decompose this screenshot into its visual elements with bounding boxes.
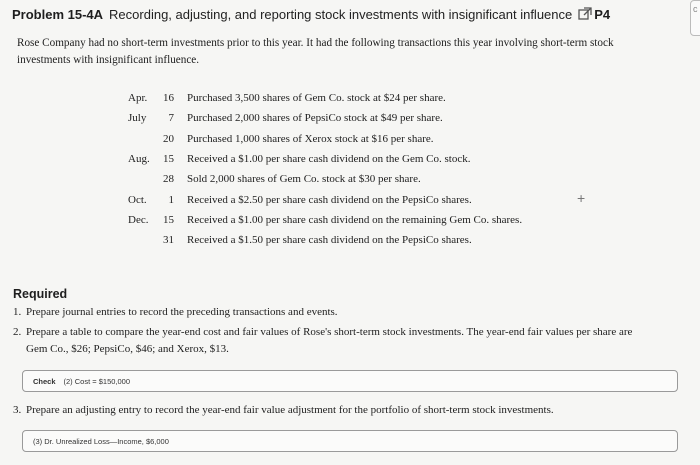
transaction-text: Received a $1.00 per share cash dividend on the remaining Gem Co. shares. <box>187 213 523 226</box>
hint-answer-box[interactable] <box>22 430 678 452</box>
hint-value: (3) Dr. Unrealized Loss—Income, $6,000 <box>33 436 169 446</box>
transaction-row <box>128 88 522 108</box>
problem-number: Problem 15-4A <box>12 6 104 22</box>
edge-tab[interactable] <box>690 0 700 36</box>
transaction-row <box>128 108 522 128</box>
requirement-text: Prepare a table to compare the year-end cost and fair values of Rose's short-term stock investments. The year-end fair values per share are <box>26 326 633 338</box>
requirement-text: Prepare journal entries to record the preceding transactions and events. <box>26 306 338 318</box>
transaction-month: Dec. <box>128 213 149 226</box>
transaction-row <box>128 189 522 209</box>
transaction-day: 20 <box>163 132 174 145</box>
requirement-1 <box>13 304 338 321</box>
edge-tab-label: c <box>693 4 698 14</box>
transaction-day: 15 <box>163 213 174 226</box>
external-link-icon[interactable] <box>578 7 592 21</box>
transaction-text: Received a $2.50 per share cash dividend on the PepsiCo shares. <box>187 193 472 206</box>
transaction-month: July <box>128 112 147 125</box>
transaction-row <box>128 230 522 250</box>
transaction-row <box>128 129 522 149</box>
transaction-day: 7 <box>168 112 174 125</box>
requirement-continuation: Gem Co., $26; PepsiCo, $46; and Xerox, $13. <box>26 343 229 355</box>
problem-title-bar <box>12 4 610 24</box>
intro-paragraph: Rose Company had no short-term investments prior to this year. It had the following transactions this year involving short-term stock investments with insignificant influence. <box>17 37 614 66</box>
transaction-text: Purchased 3,500 shares of Gem Co. stock at $24 per share. <box>187 92 446 105</box>
transaction-day: 15 <box>163 153 174 166</box>
requirement-3 <box>13 402 554 419</box>
transaction-text: Purchased 1,000 shares of Xerox stock at $16 per share. <box>187 132 434 145</box>
transaction-day: 31 <box>163 234 174 247</box>
transaction-month: Apr. <box>128 92 148 105</box>
check-value: (2) Cost = $150,000 <box>63 376 131 386</box>
check-answer-box[interactable] <box>22 370 678 392</box>
transaction-day: 1 <box>168 193 174 206</box>
problem-title: Recording, adjusting, and reporting stock investments with insignificant influence <box>109 6 573 22</box>
plus-cursor-icon: + <box>577 190 586 206</box>
transaction-day: 28 <box>163 173 174 186</box>
learning-objective-code: P4 <box>594 6 611 22</box>
requirement-number: 3. <box>13 404 22 416</box>
requirement-number: 2. <box>13 326 22 338</box>
transaction-text: Sold 2,000 shares of Gem Co. stock at $30 per share. <box>187 173 421 186</box>
transaction-month: Aug. <box>128 153 150 166</box>
requirement-number: 1. <box>13 306 22 318</box>
requirement-text: Prepare an adjusting entry to record the year-end fair value adjustment for the portfolio of short-term stock investments. <box>26 404 554 416</box>
transaction-text: Received a $1.50 per share cash dividend on the PepsiCo shares. <box>187 234 472 247</box>
requirement-2 <box>13 324 685 358</box>
check-label: Check <box>33 376 56 386</box>
transaction-text: Received a $1.00 per share cash dividend on the Gem Co. stock. <box>187 153 471 166</box>
transactions-list <box>128 88 522 250</box>
transaction-month: Oct. <box>128 193 147 206</box>
transaction-day: 16 <box>163 92 174 105</box>
transaction-row <box>128 149 522 169</box>
transaction-row <box>128 169 522 189</box>
required-heading: Required <box>13 287 68 301</box>
transaction-row <box>128 210 522 230</box>
transaction-text: Purchased 2,000 shares of PepsiCo stock at $49 per share. <box>187 112 443 125</box>
